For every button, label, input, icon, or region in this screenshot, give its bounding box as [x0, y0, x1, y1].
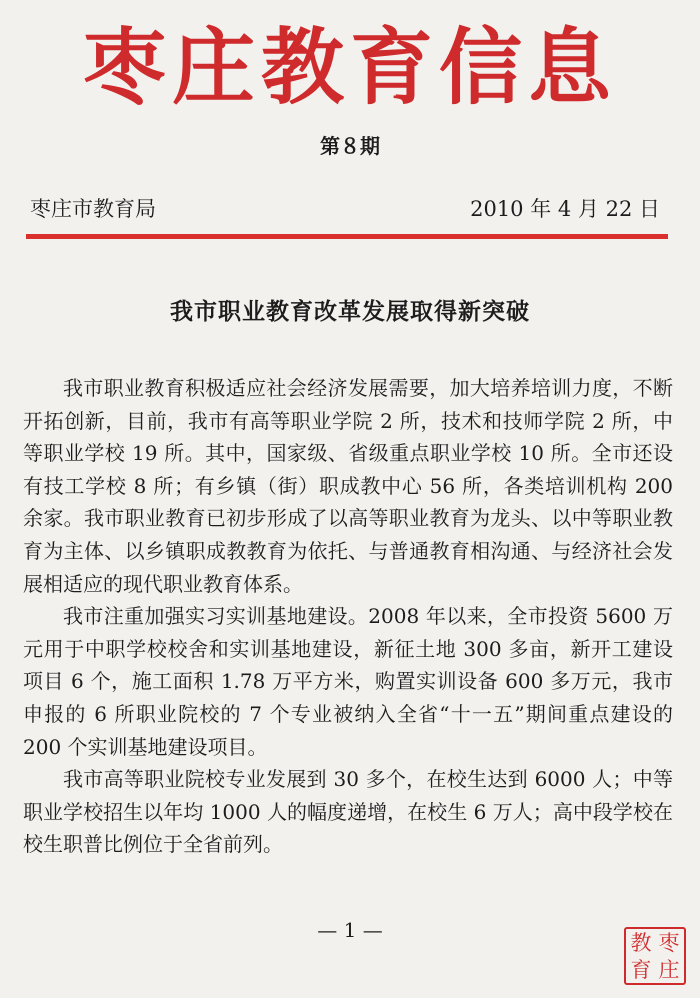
article-paragraph: 我市注重加强实习实训基地建设。2008 年以来，全市投资 5600 万元用于中职学校校舍和实训基地建设，新征土地 300 多亩，新开工建设项目 6 个，施工面积 1.78 万平方米，购置实训设备 600 多万元，我市申报的 6 所职业院校的 7 个专业被纳入全省“十一五”期间重点建设的 200 个实训基地建设项目。	[23, 604, 673, 759]
red-seal-stamp	[624, 927, 686, 985]
issue-date: 2010 年 4 月 22 日	[470, 197, 660, 221]
seal-char: 教	[630, 931, 652, 955]
article-paragraph: 我市高等职业院校专业发展到 30 多个，在校生达到 6000 人；中等职业学校招生以年均 1000 人的幅度递增，在校生 6 万人；高中段学校在校生职普比例位于全省前列。	[23, 767, 673, 857]
issue-number: 第８期	[320, 134, 380, 158]
issuing-authority: 枣庄市教育局	[30, 197, 156, 221]
page-number: — 1 —	[317, 918, 383, 942]
article-paragraph: 我市职业教育积极适应社会经济发展需要，加大培养培训力度，不断开拓创新，目前，我市有高等职业学院 2 所，技术和技师学院 2 所，中等职业学校 19 所。其中，国家级、省级重点职业学校 10 所。全市还设有技工学校 8 所；有乡镇（街）职成教中心 56 所，各类培训机构 200 余家。我市职业教育已初步形成了以高等职业教育为龙头、以中等职业教育为主体、以乡镇职成教教育为依托、与普通教育相沟通、与经济社会发展相适应的现代职业教育体系。	[23, 376, 673, 596]
seal-char: 庄	[658, 958, 680, 982]
seal-char: 育	[630, 958, 652, 982]
article-headline: 我市职业教育改革发展取得新突破	[170, 298, 530, 325]
article-body	[23, 372, 673, 861]
red-divider-rule	[26, 234, 668, 239]
masthead-title: 枣庄教育信息	[83, 18, 617, 116]
seal-char: 枣	[658, 931, 680, 955]
